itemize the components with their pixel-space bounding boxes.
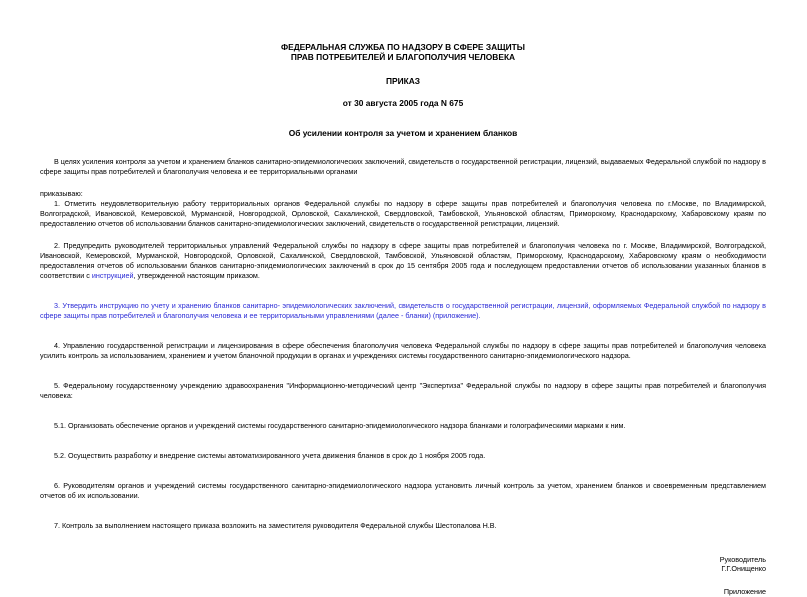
document-date: от 30 августа 2005 года N 675 — [342, 98, 464, 108]
item-7: 7. Контроль за выполнением настоящего приказа возложить на заместителя руководителя Федеральной службы Шестопалова Н.В. — [54, 521, 497, 530]
document — [40, 42, 766, 597]
appendix-label: Приложение — [723, 587, 766, 596]
appendix-link[interactable]: приложение — [435, 311, 477, 320]
org-name-line1: ФЕДЕРАЛЬНАЯ СЛУЖБА ПО НАДЗОРУ В СФЕРЕ ЗАЩИТЫ — [280, 42, 525, 52]
instruction-title-link[interactable]: инструкцию по учету и хранению бланков санитарно- эпидемиологических заключений, свидетельств о государственной регистрации, лицензий, оформляемых Федеральной службой по надзору в сфере защиты прав потребителей и благополучия человека и ее территориальными управлениями — [40, 301, 766, 320]
signature-block — [40, 555, 766, 573]
item-2 — [40, 241, 766, 281]
document-header — [40, 42, 766, 138]
order-word: приказываю: — [40, 189, 83, 198]
item-2-text: 2. Предупредить руководителей территориальных управлений Федеральной службы по надзору в сфере защиты прав потребителей и благополучия человека по г. Москве, Владимирской, Волгоградской, Ивановской, Кемеровской, Мурманской, Новгородской, Орловской, Сахалинской, Свердловской, Тамбовской, Ульяновской областям, Приморскому, Краснодарскому, Хабаровскому краям о необходимости предоставления отчетов об использовании бланков санитарно-эпидемиологических заключений в срок до 15 сентября 2005 года и последующем предоставлении отчетов об использовании указанных бланков в соответствии с — [40, 241, 766, 280]
item-5-1: 5.1. Организовать обеспечение органов и учреждений системы государственного санитарно-эпидемиологического надзора бланками и голографическими марками к ним. — [54, 421, 626, 430]
item-4: 4. Управлению государственной регистрации и лицензирования в сфере обеспечения благополучия человека Федеральной службы по надзору в сфере защиты прав потребителей и благополучия человека усилить контроль за использованием, хранением и учетом бланочной продукции в органах и учреждениях системы государственного санитарно-эпидемиологического надзора. — [40, 341, 766, 360]
intro-paragraph: В целях усиления контроля за учетом и хранением бланков санитарно-эпидемиологических заключений, свидетельств о государственной регистрации, лицензий, выдаваемых Федеральной службой по надзору в сфере защиты прав потребителей и благополучия человека и ее территориальными органами — [40, 157, 766, 176]
signature-position: Руководитель — [719, 555, 766, 564]
item-5: 5. Федеральному государственному учреждению здравоохранения "Информационно-методический центр "Экспертиза" Федеральной службы по надзору в сфере защиты прав потребителей и благополучия человека: — [40, 381, 766, 400]
signature-name: Г.Г.Онищенко — [721, 564, 766, 573]
item-3 — [40, 301, 766, 321]
item-5-2: 5.2. Осуществить разработку и внедрение системы автоматизированного учета движения бланков в срок до 1 ноября 2005 года. — [54, 451, 486, 460]
item-6: 6. Руководителям органов и учреждений системы государственного санитарно-эпидемиологического надзора установить личный контроль за учетом, хранением бланков и своевременным представлением отчетов об их использовании. — [40, 481, 766, 500]
item-3-mid: (далее - бланки) ( — [374, 311, 436, 320]
document-type: ПРИКАЗ — [385, 76, 421, 86]
item-2-tail: , утвержденной настоящим приказом. — [133, 271, 260, 280]
item-3-start: 3. Утвердить — [54, 301, 100, 310]
instruction-link[interactable]: инструкцией — [91, 271, 134, 280]
org-name-line2: ПРАВ ПОТРЕБИТЕЛЕЙ И БЛАГОПОЛУЧИЯ ЧЕЛОВЕКА — [290, 52, 516, 62]
item-1: 1. Отметить неудовлетворительную работу территориальных органов Федеральной службы по надзору в сфере защиты прав потребителей и благополучия человека по г.Москве, по Владимирской, Волгоградской, Ивановской, Кемеровской, Мурманской, Новгородской, Орловской, Сахалинской, Свердловской, Тамбовской, Ульяновской областям, Приморскому, Краснодарскому, Хабаровскому краям по предоставлению отчетов об использовании бланков санитарно-эпидемиологических заключений, свидетельств о государственной регистрации, лицензий. — [40, 199, 766, 228]
document-title: Об усилении контроля за учетом и хранением бланков — [288, 128, 518, 138]
item-3-end: ). — [476, 311, 481, 320]
